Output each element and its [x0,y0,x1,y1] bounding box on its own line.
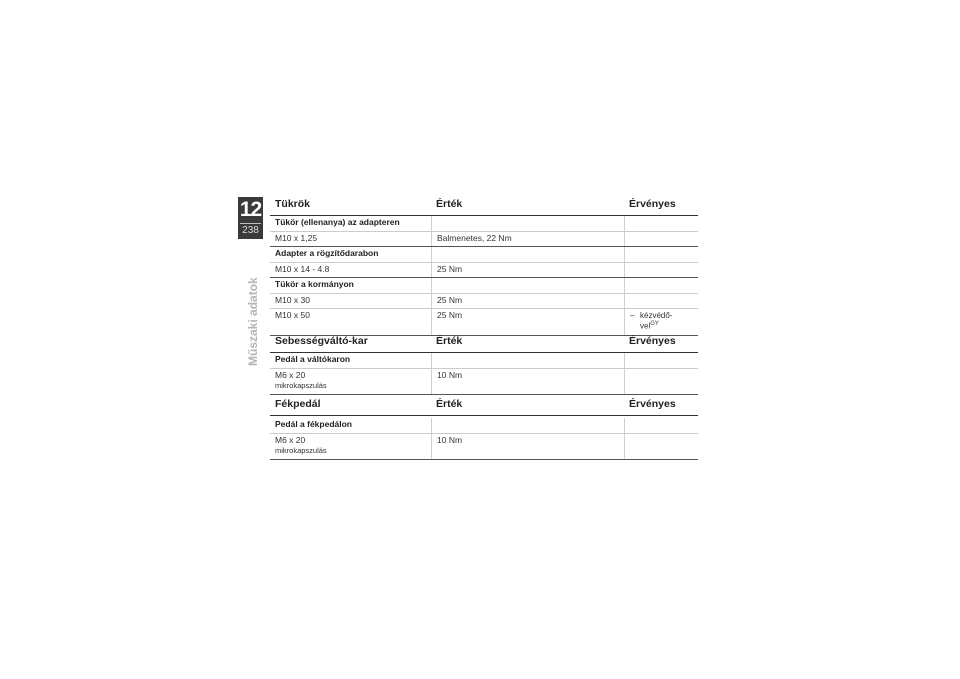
mirrors-table [270,196,698,336]
table-subheader: Tükör (ellenanya) az adapteren [270,216,698,231]
table-subheader: Adapter a rögzítődarabon [270,246,698,262]
table-subheader: Pedál a fékpedálon [270,418,698,433]
header-valid: Érvényes [629,335,676,347]
table-row: M6 x 20 mikrokapszulás 10 Nm [270,433,698,460]
note-line2: vel [640,321,651,331]
header-valid: Érvényes [629,198,676,210]
page-number: 238 [242,225,259,236]
header-value: Érték [436,398,463,410]
header-part: Fékpedál [275,398,321,410]
table-row: M10 x 1,25 Balmenetes, 22 Nm [270,231,698,246]
table-row: M10 x 14 - 4.8 25 Nm [270,262,698,277]
table-row: M10 x 50 25 Nm – kézvédő- vel$^{GY}$ [270,308,698,336]
chapter-title: Műszaki adatok [246,277,260,366]
note-dash: – [630,311,635,320]
note-line1: kézvédő- [640,311,673,320]
header-valid: Érvényes [629,398,676,410]
header-part: Tükrök [275,198,311,210]
validity-note [624,309,698,335]
table-header [270,396,698,416]
brake-pedal-table [270,396,698,460]
header-value: Érték [436,198,463,210]
table-row: M6 x 20 mikrokapszulás 10 Nm [270,368,698,395]
table-header [270,196,698,216]
header-value: Érték [436,335,463,347]
header-part: Sebességváltó-kar [275,335,368,347]
note-sup: GY [650,321,659,327]
gear-lever-table [270,333,698,395]
table-header [270,333,698,353]
table-row: M10 x 30 25 Nm [270,293,698,308]
chapter-number: 12 [239,198,262,221]
table-subheader: Pedál a váltókaron [270,353,698,368]
chapter-tab [238,197,263,239]
table-subheader: Tükör a kormányon [270,277,698,293]
